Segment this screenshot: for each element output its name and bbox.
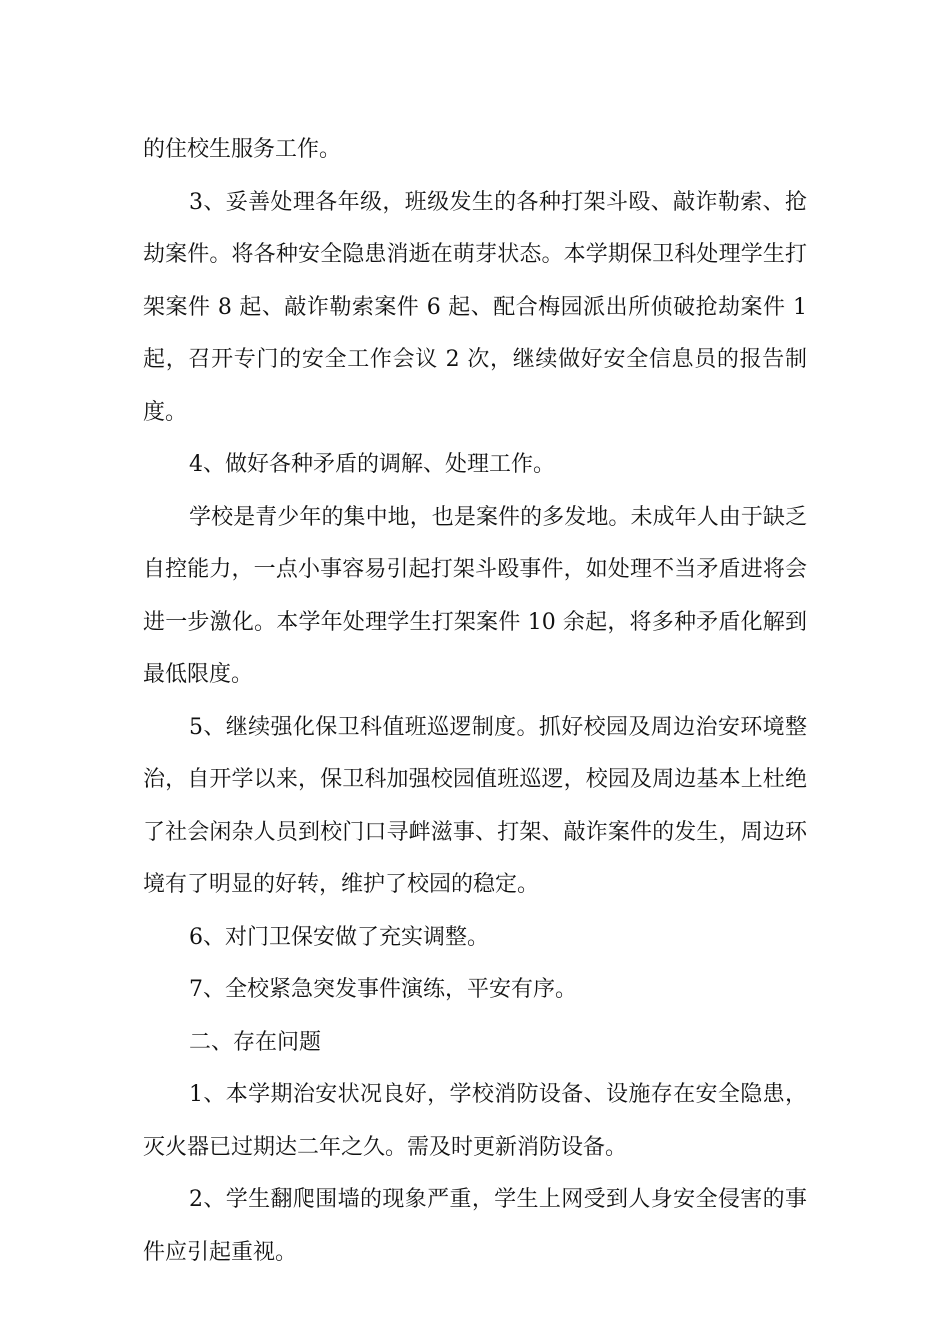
- document-body: [143, 124, 807, 1279]
- paragraph-problem-1: 1、本学期治安状况良好，学校消防设备、设施存在安全隐患，灭火器已过期达二年之久。需及时更新消防设备。: [143, 1082, 807, 1160]
- paragraph-item-4: 4、做好各种矛盾的调解、处理工作。: [189, 452, 555, 477]
- paragraph-continuation: 的住校生服务工作。: [143, 137, 342, 162]
- paragraph-school-conflicts: 学校是青少年的集中地，也是案件的多发地。未成年人由于缺乏自控能力，一点小事容易引起打架斗殴事件，如处理不当矛盾进将会进一步激化。本学年处理学生打架案件 10 余起，将多种矛盾化解到最低限度。: [143, 504, 807, 687]
- paragraph-item-5: 5、继续强化保卫科值班巡逻制度。抓好校园及周边治安环境整治，自开学以来，保卫科加强校园值班巡逻，校园及周边基本上杜绝了社会闲杂人员到校门口寻衅滋事、打架、敲诈案件的发生，周边环境有了明显的好转，维护了校园的稳定。: [143, 714, 807, 897]
- paragraph-item-7: 7、全校紧急突发事件演练，平安有序。: [189, 977, 577, 1002]
- paragraph-item-3: 3、妥善处理各年级，班级发生的各种打架斗殴、敲诈勒索、抢劫案件。将各种安全隐患消逝在萌芽状态。本学期保卫科处理学生打架案件 8 起、敲诈勒索案件 6 起、配合梅园派出所侦破抢劫案件 1 起，召开专门的安全工作会议 2 次，继续做好安全信息员的报告制度。: [143, 189, 807, 425]
- paragraph-problem-2: 2、学生翻爬围墙的现象严重，学生上网受到人身安全侵害的事件应引起重视。: [143, 1187, 807, 1265]
- paragraph-item-6: 6、对门卫保安做了充实调整。: [189, 924, 489, 950]
- section-heading-problems: 二、存在问题: [189, 1029, 322, 1055]
